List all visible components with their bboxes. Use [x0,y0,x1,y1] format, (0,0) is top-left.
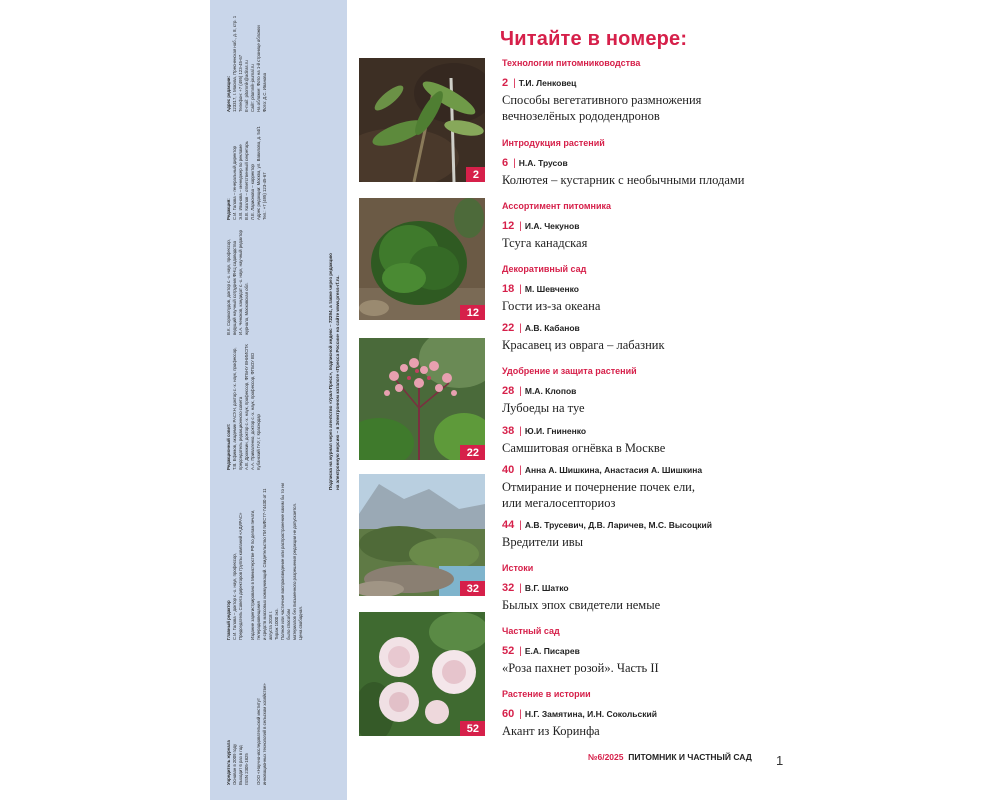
imprint-col1-text: Основан в 2009 году Выходит 6 раз в год ISSN 2305-1825 ООО «Научно-исследовательский институт инновационных технологий в сельском хозяйстве» [232,683,267,785]
photo-hemlock [359,198,485,320]
toc-entry[interactable] [502,708,762,739]
entry-authors: Ю.И. Гниненко [524,426,587,436]
entry-title[interactable]: Акант из Коринфа [502,724,600,738]
entry-page: 2 [502,77,509,89]
imprint-col1-head: Учредитель журнала [226,740,231,785]
separator: | [519,583,522,594]
photo-meadowsweet [359,338,485,460]
toc-entry[interactable] [502,582,762,613]
section-header: Декоративный сад [502,264,587,274]
entry-page: 32 [502,582,515,594]
toc-entry[interactable] [502,220,762,251]
entry-authors: Н.Г. Замятина, И.Н. Сокольский [524,709,657,719]
entry-page: 12 [502,220,515,232]
toc-entry[interactable] [502,157,762,188]
toc-heading: Читайте в номере: [500,28,688,50]
page-footer [588,752,752,762]
entry-byline [502,519,762,531]
toc-entry[interactable] [502,77,762,124]
separator: | [519,465,522,476]
entry-byline [502,582,762,594]
imprint-col5-text: С.И. Голова – генеральный директор Э.В. Иванова – менеджер по рекламе В.В. Козлов – ответственный секретарь Л.Е. Ларионова – корректор Адрес редакции: Москва, ул. Вавилова, д. 54/1 Тел.: +7 (495) 123-45-67 [232,126,267,220]
section-header: Частный сад [502,626,560,636]
imprint-col4 [226,225,250,335]
separator: | [519,520,522,531]
imprint-col6 [226,12,268,112]
imprint-col2-head: Главный редактор [226,600,231,640]
separator: | [519,426,522,437]
entry-byline [502,322,762,334]
entry-title[interactable]: Тсуга канадская [502,236,588,250]
section-header: Ассортимент питомника [502,201,611,211]
entry-authors: Анна А. Шишкина, Анастасия А. Шишкина [524,465,703,475]
entry-authors: В.Г. Шатко [524,583,569,593]
entry-title[interactable]: Былых эпох свидетели немые [502,598,661,612]
imprint-col5-head: Редакция: [226,198,231,220]
imprint-col2 [226,480,304,640]
separator: | [519,323,522,334]
entry-authors: А.В. Кабанов [524,323,580,333]
imprint-col1 [226,675,268,785]
entry-byline [502,385,762,397]
entry-authors: М. Шевченко [524,284,579,294]
entry-authors: М.А. Клопов [524,386,577,396]
separator: | [519,386,522,397]
page-number: 1 [776,753,784,768]
toc-entry[interactable] [502,645,762,676]
separator: | [519,284,522,295]
entry-page: 38 [502,425,515,437]
entry-title[interactable]: Отмирание и почернение почек ели, или мегалосепториоз [502,480,695,510]
photo-page-badge: 32 [460,581,485,596]
separator: | [519,709,522,720]
entry-title[interactable]: Колютея – кустарник с необычными плодами [502,173,745,187]
separator: | [513,158,516,169]
section-header: Интродукция растений [502,138,605,148]
entry-byline [502,77,762,89]
imprint-col4-text: В.К. Сорокопудов, доктор с.-х. наук, профессор, ведущий научный сотрудник ФНЦ садоводства И.А. Ченоков, кандидат с.-х. наук, научный редактор журнала, Московская обл. [226,230,249,335]
separator: | [519,221,522,232]
entry-authors: А.В. Трусевич, Д.В. Ларичев, М.С. Высоцкий [524,520,713,530]
entry-title[interactable]: Вредители ивы [502,535,584,549]
toc-entry[interactable] [502,519,762,550]
section-header: Истоки [502,563,534,573]
section-header: Растение в истории [502,689,591,699]
imprint-col5 [226,120,268,220]
entry-title[interactable]: Красавец из оврага – лабазник [502,338,665,352]
entry-authors: И.А. Чекунов [524,221,580,231]
separator: | [513,78,516,89]
entry-byline [502,645,762,657]
entry-page: 22 [502,322,515,334]
entry-title[interactable]: Самшитовая огнёвка в Москве [502,441,666,455]
toc-entry[interactable] [502,385,762,416]
entry-page: 60 [502,708,515,720]
entry-title[interactable]: Способы вегетативного размножения вечнозелёных рододендронов [502,93,702,123]
entry-byline [502,220,762,232]
entry-byline [502,425,762,437]
imprint-col3-text: Т.В. Ефимов, академик РАСХН, доктор с.-х. наук, профессор, председатель редакционного совета А.В. Дрожжин, доктор с.-х. наук, профессор, ФГБНУ ВНИИСПК А.А. Приваленко, доктор с.-х. наук, профессор, ФГБОУ ВО Кубанский ГАУ, г. Краснодар [232,344,261,470]
entry-page: 18 [502,283,515,295]
entry-page: 40 [502,464,515,476]
entry-title[interactable]: Гости из-за океана [502,299,601,313]
photo-coast [359,474,485,596]
photo-page-badge: 2 [466,167,485,182]
toc-entry[interactable] [502,322,762,353]
subscription-note: Подписка на журнал через агентство «Урал-Пресс», подписной индекс – 72294, а также через редакцию на электронную версию – в Электронном каталоге «Пресса России» на сайте www.press-rf.ru. [328,253,340,490]
photo-page-badge: 12 [460,305,485,320]
magazine-title: ПИТОМНИК И ЧАСТНЫЙ САД [628,752,752,762]
imprint-col2-text: С.И. Голова – доктор с.-х. наук, профессор, Председатель Совета директоров Группы компаний «АДИРАС» Издание зарегистрировано в Министерстве РФ по делам печати, телерадиовещания и средств массовых коммуникаций. Свидетельство ПИ №ФС77-74430 от 11 августа 2018 г. Тираж 1000 экз. Полное или частичное воспроизведение или распространение каким бы то ни было способом материалов без письменного разрешения редакции не допускается. Цена свободная. [232,483,303,640]
entry-byline [502,157,762,169]
toc-entry[interactable] [502,283,762,314]
toc-entry[interactable] [502,425,762,456]
entry-byline [502,283,762,295]
entry-page: 6 [502,157,509,169]
entry-authors: Е.А. Писарев [524,646,580,656]
imprint-sidebar [210,0,347,800]
photo-page-badge: 22 [460,445,485,460]
imprint-col6-text: 123317, г. Москва, Пресненская наб., д. 8, стр. 1 Телефон: +7 (495) 123-45-67 E-mail: pitomnik@adiras.ru Сайт: pitomnik-journal.ru На обложке: Фото на 1-й странице обложки Фото: Д.С. Иванова [232,15,267,112]
photo-page-badge: 52 [460,721,485,736]
entry-page: 28 [502,385,515,397]
entry-byline [502,708,762,720]
entry-page: 44 [502,519,515,531]
photo-rhododendron [359,58,485,182]
entry-title[interactable]: Лубоеды на туе [502,401,585,415]
entry-byline [502,464,762,476]
entry-page: 52 [502,645,515,657]
imprint-col3-head: Редакционный совет: [226,423,231,470]
entry-authors: Т.И. Ленковец [518,78,577,88]
separator: | [519,646,522,657]
imprint-col3 [226,340,262,470]
section-header: Удобрение и защита растений [502,366,637,376]
entry-authors: Н.А. Трусов [518,158,568,168]
issue-number: №6/2025 [588,752,624,762]
toc-entry[interactable] [502,464,762,511]
entry-title[interactable]: «Роза пахнет розой». Часть II [502,661,659,675]
imprint-col6-head: Адрес редакции: [226,75,231,112]
photo-roses [359,612,485,736]
section-header: Технологии питомниководства [502,58,641,68]
